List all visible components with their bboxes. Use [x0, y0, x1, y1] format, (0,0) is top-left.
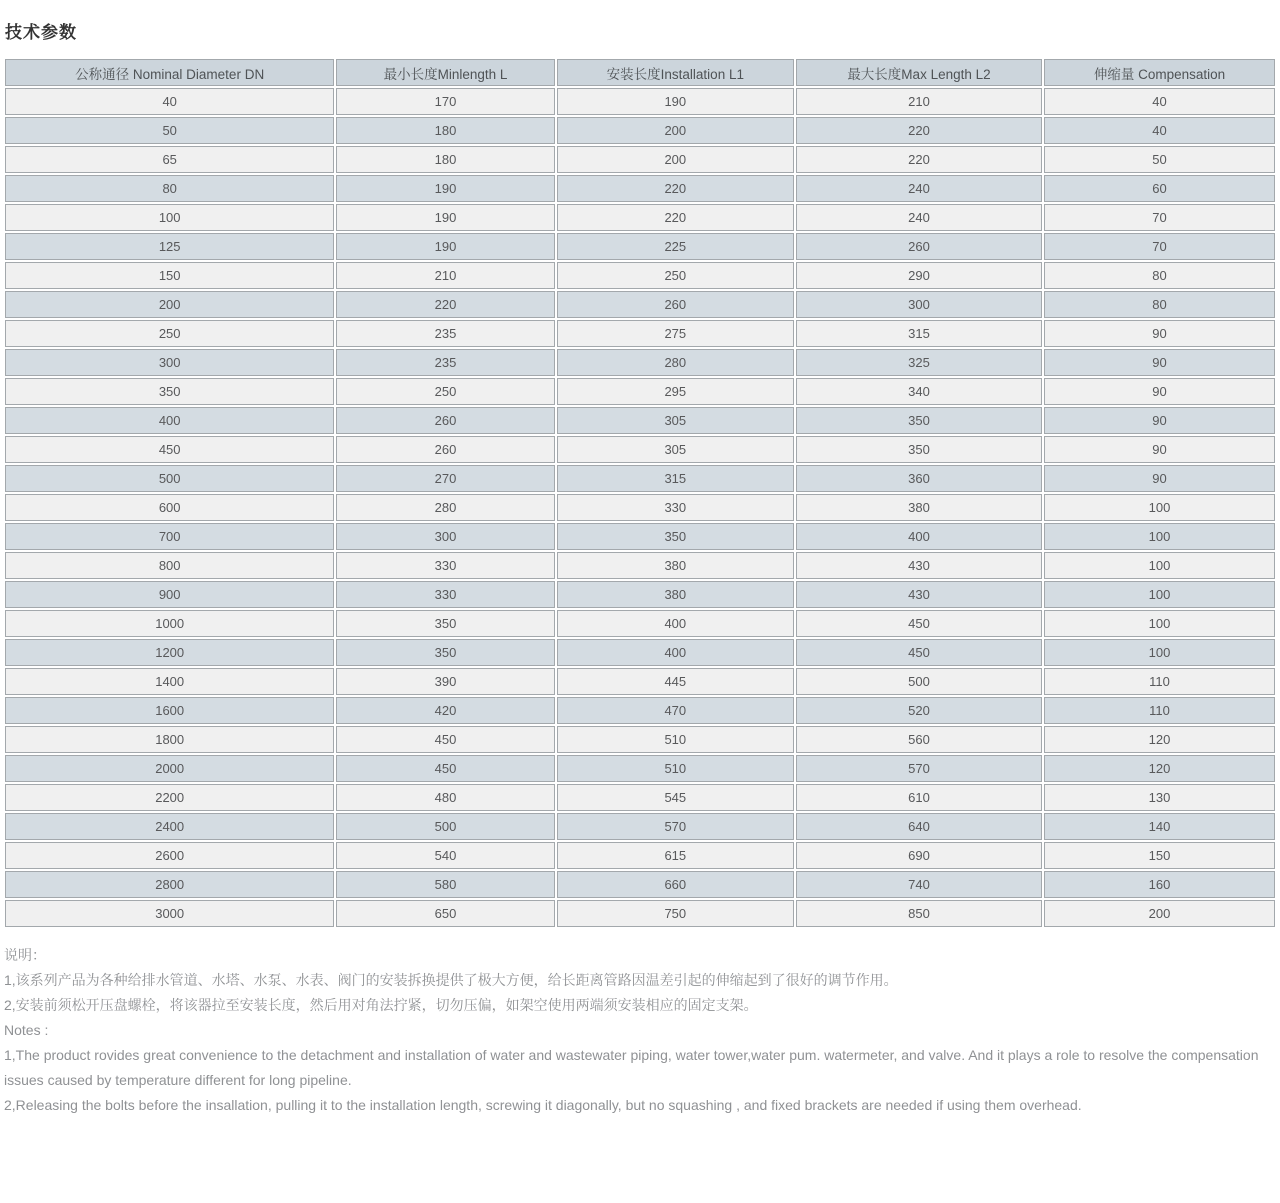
table-cell: 380: [557, 581, 794, 608]
table-cell: 350: [796, 407, 1042, 434]
table-cell: 70: [1044, 204, 1275, 231]
table-row: [5, 204, 1275, 231]
table-cell: 170: [336, 88, 554, 115]
table-cell: 220: [557, 175, 794, 202]
table-cell: 350: [557, 523, 794, 550]
table-cell: 120: [1044, 755, 1275, 782]
note-line: 说明：: [4, 947, 46, 963]
table-cell: 190: [557, 88, 794, 115]
table-row: [5, 784, 1275, 811]
table-cell: 300: [5, 349, 334, 376]
table-cell: 160: [1044, 871, 1275, 898]
table-row: [5, 175, 1275, 202]
table-row: [5, 755, 1275, 782]
table-cell: 280: [336, 494, 554, 521]
table-cell: 50: [1044, 146, 1275, 173]
table-row: [5, 88, 1275, 115]
table-cell: 350: [336, 610, 554, 637]
table-row: [5, 726, 1275, 753]
table-row: [5, 465, 1275, 492]
table-cell: 430: [796, 581, 1042, 608]
table-cell: 380: [796, 494, 1042, 521]
table-cell: 300: [336, 523, 554, 550]
table-cell: 250: [5, 320, 334, 347]
table-row: [5, 349, 1275, 376]
table-cell: 2000: [5, 755, 334, 782]
table-cell: 400: [5, 407, 334, 434]
table-row: [5, 146, 1275, 173]
table-cell: 450: [336, 755, 554, 782]
table-cell: 220: [796, 117, 1042, 144]
table-cell: 150: [5, 262, 334, 289]
table-cell: 240: [796, 175, 1042, 202]
table-cell: 200: [557, 117, 794, 144]
table-cell: 850: [796, 900, 1042, 927]
table-cell: 210: [796, 88, 1042, 115]
table-cell: 295: [557, 378, 794, 405]
table-cell: 140: [1044, 813, 1275, 840]
table-cell: 690: [796, 842, 1042, 869]
table-cell: 430: [796, 552, 1042, 579]
table-row: [5, 581, 1275, 608]
table-cell: 240: [796, 204, 1042, 231]
table-cell: 2600: [5, 842, 334, 869]
table-cell: 40: [1044, 117, 1275, 144]
table-cell: 610: [796, 784, 1042, 811]
table-cell: 110: [1044, 668, 1275, 695]
table-cell: 260: [796, 233, 1042, 260]
table-cell: 500: [336, 813, 554, 840]
table-cell: 570: [557, 813, 794, 840]
note-line: Notes :: [4, 1022, 49, 1038]
table-cell: 1200: [5, 639, 334, 666]
spec-table-body: [5, 88, 1275, 927]
table-cell: 260: [557, 291, 794, 318]
spec-table-header-row: [5, 59, 1275, 86]
table-row: [5, 407, 1275, 434]
table-row: [5, 378, 1275, 405]
table-cell: 250: [557, 262, 794, 289]
table-cell: 50: [5, 117, 334, 144]
table-cell: 420: [336, 697, 554, 724]
table-cell: 100: [1044, 610, 1275, 637]
table-row: [5, 262, 1275, 289]
table-row: [5, 552, 1275, 579]
column-header: 最小长度Minlength L: [336, 59, 554, 86]
table-cell: 1400: [5, 668, 334, 695]
table-row: [5, 871, 1275, 898]
table-cell: 120: [1044, 726, 1275, 753]
column-header: 最大长度Max Length L2: [796, 59, 1042, 86]
table-cell: 80: [1044, 291, 1275, 318]
column-header: 安装长度Installation L1: [557, 59, 794, 86]
table-cell: 235: [336, 320, 554, 347]
table-cell: 400: [557, 610, 794, 637]
table-cell: 90: [1044, 320, 1275, 347]
table-cell: 90: [1044, 407, 1275, 434]
table-cell: 480: [336, 784, 554, 811]
table-cell: 235: [336, 349, 554, 376]
table-cell: 290: [796, 262, 1042, 289]
note-line: 1,该系列产品为各种给排水管道、水塔、水泵、水表、阀门的安装拆换提供了极大方便，给长距离管路因温差引起的伸缩起到了很好的调节作用。: [4, 972, 898, 988]
table-cell: 500: [5, 465, 334, 492]
table-cell: 315: [557, 465, 794, 492]
table-cell: 2400: [5, 813, 334, 840]
table-cell: 450: [796, 639, 1042, 666]
table-cell: 350: [796, 436, 1042, 463]
page-title: 技术参数: [5, 23, 77, 42]
table-row: [5, 436, 1275, 463]
spec-table: [3, 57, 1277, 929]
table-cell: 130: [1044, 784, 1275, 811]
table-cell: 270: [336, 465, 554, 492]
table-row: [5, 610, 1275, 637]
table-cell: 250: [336, 378, 554, 405]
table-cell: 220: [336, 291, 554, 318]
table-cell: 450: [336, 726, 554, 753]
table-cell: 90: [1044, 378, 1275, 405]
table-cell: 470: [557, 697, 794, 724]
table-cell: 510: [557, 755, 794, 782]
table-cell: 1000: [5, 610, 334, 637]
table-cell: 305: [557, 407, 794, 434]
table-cell: 570: [796, 755, 1042, 782]
table-cell: 80: [5, 175, 334, 202]
table-cell: 305: [557, 436, 794, 463]
table-cell: 600: [5, 494, 334, 521]
note-line: 1,The product rovides great convenience to the detachment and installation of water and wastewater piping, water tower,water pum. watermeter, and valve. And it plays a role to resolve the compensation issues caused by temperature different for long pipeline.: [4, 1047, 1259, 1088]
table-cell: 520: [796, 697, 1042, 724]
table-cell: 510: [557, 726, 794, 753]
column-header: 伸缩量 Compensation: [1044, 59, 1275, 86]
table-cell: 180: [336, 117, 554, 144]
table-cell: 180: [336, 146, 554, 173]
table-cell: 500: [796, 668, 1042, 695]
table-cell: 190: [336, 233, 554, 260]
table-cell: 125: [5, 233, 334, 260]
table-cell: 100: [1044, 494, 1275, 521]
table-cell: 220: [796, 146, 1042, 173]
table-cell: 90: [1044, 436, 1275, 463]
table-row: [5, 639, 1275, 666]
table-cell: 330: [336, 581, 554, 608]
table-row: [5, 291, 1275, 318]
table-cell: 350: [5, 378, 334, 405]
table-cell: 325: [796, 349, 1042, 376]
table-cell: 1800: [5, 726, 334, 753]
table-cell: 390: [336, 668, 554, 695]
note-line: 2,安装前须松开压盘螺栓，将该器拉至安装长度，然后用对角法拧紧，切勿压偏，如架空使用两端须安装相应的固定支架。: [4, 997, 758, 1013]
table-cell: 2800: [5, 871, 334, 898]
table-cell: 2200: [5, 784, 334, 811]
table-cell: 350: [336, 639, 554, 666]
table-row: [5, 900, 1275, 927]
table-cell: 330: [557, 494, 794, 521]
table-row: [5, 233, 1275, 260]
table-cell: 210: [336, 262, 554, 289]
column-header: 公称通径 Nominal Diameter DN: [5, 59, 334, 86]
notes-section: [3, 929, 1277, 1128]
note-line: 2,Releasing the bolts before the insallation, pulling it to the installation length, screwing it diagonally, but no squashing , and fixed brackets are needed if using them overhead.: [4, 1097, 1082, 1113]
table-cell: 1600: [5, 697, 334, 724]
table-cell: 90: [1044, 349, 1275, 376]
table-cell: 100: [5, 204, 334, 231]
table-row: [5, 494, 1275, 521]
table-cell: 200: [557, 146, 794, 173]
table-cell: 200: [1044, 900, 1275, 927]
table-cell: 65: [5, 146, 334, 173]
table-cell: 100: [1044, 581, 1275, 608]
table-cell: 560: [796, 726, 1042, 753]
table-cell: 360: [796, 465, 1042, 492]
table-row: [5, 117, 1275, 144]
table-cell: 220: [557, 204, 794, 231]
table-cell: 900: [5, 581, 334, 608]
table-cell: 280: [557, 349, 794, 376]
table-cell: 580: [336, 871, 554, 898]
table-cell: 190: [336, 175, 554, 202]
table-cell: 80: [1044, 262, 1275, 289]
table-cell: 640: [796, 813, 1042, 840]
table-cell: 740: [796, 871, 1042, 898]
table-row: [5, 320, 1275, 347]
table-cell: 300: [796, 291, 1042, 318]
table-row: [5, 842, 1275, 869]
table-cell: 380: [557, 552, 794, 579]
table-cell: 100: [1044, 639, 1275, 666]
table-cell: 340: [796, 378, 1042, 405]
table-cell: 100: [1044, 523, 1275, 550]
table-cell: 40: [5, 88, 334, 115]
table-row: [5, 813, 1275, 840]
table-cell: 3000: [5, 900, 334, 927]
table-cell: 190: [336, 204, 554, 231]
table-cell: 200: [5, 291, 334, 318]
table-cell: 650: [336, 900, 554, 927]
table-cell: 545: [557, 784, 794, 811]
table-cell: 40: [1044, 88, 1275, 115]
table-cell: 450: [796, 610, 1042, 637]
table-cell: 315: [796, 320, 1042, 347]
table-cell: 260: [336, 407, 554, 434]
table-cell: 750: [557, 900, 794, 927]
table-cell: 400: [796, 523, 1042, 550]
table-cell: 660: [557, 871, 794, 898]
table-cell: 150: [1044, 842, 1275, 869]
table-cell: 540: [336, 842, 554, 869]
table-cell: 90: [1044, 465, 1275, 492]
table-cell: 110: [1044, 697, 1275, 724]
table-cell: 445: [557, 668, 794, 695]
table-cell: 800: [5, 552, 334, 579]
table-cell: 330: [336, 552, 554, 579]
table-cell: 70: [1044, 233, 1275, 260]
table-cell: 100: [1044, 552, 1275, 579]
table-row: [5, 697, 1275, 724]
table-cell: 60: [1044, 175, 1275, 202]
table-cell: 225: [557, 233, 794, 260]
table-cell: 700: [5, 523, 334, 550]
table-row: [5, 668, 1275, 695]
table-cell: 400: [557, 639, 794, 666]
table-row: [5, 523, 1275, 550]
table-cell: 450: [5, 436, 334, 463]
table-cell: 275: [557, 320, 794, 347]
table-cell: 260: [336, 436, 554, 463]
table-cell: 615: [557, 842, 794, 869]
